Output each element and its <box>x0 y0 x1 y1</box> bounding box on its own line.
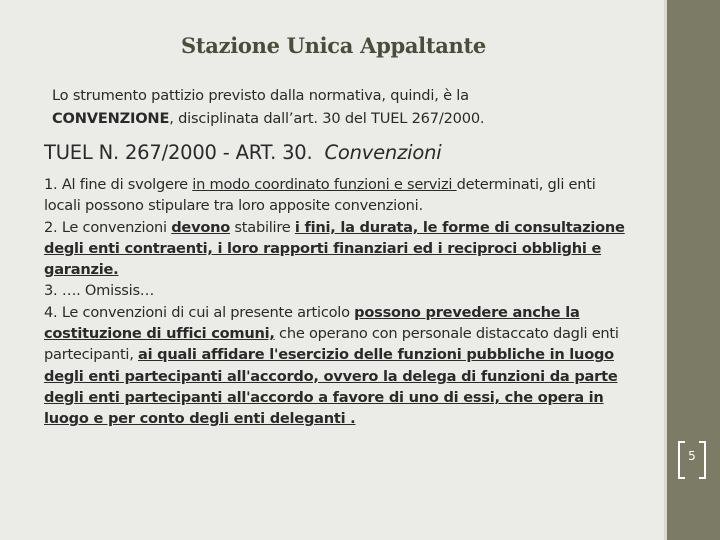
p4-underlined-2: ai quali affidare l'esercizio delle funzioni pubbliche in luogo degli enti partecipanti all'accordo, ovvero la delega di funzioni da parte degli enti partecipanti all'accordo a favore di uno di essi, che opera in luogo e per conto degli enti deleganti . <box>44 346 618 428</box>
paragraph-1 <box>44 174 634 217</box>
article-heading-italic: Convenzioni <box>324 141 442 164</box>
slide-title: Stazione Unica Appaltante <box>181 33 486 58</box>
intro-line1: Lo strumento pattizio previsto dalla normativa, quindi, è la <box>52 87 469 104</box>
p2-underlined-1: devono <box>171 218 231 236</box>
paragraph-2 <box>44 217 634 281</box>
paragraph-4 <box>44 302 634 430</box>
p4-text-b: che operano con personale distaccato dagli enti partecipanti, <box>44 325 619 364</box>
paragraph-3: 3. …. Omissis… <box>44 282 155 300</box>
p4-text-a: 4. Le convenzioni di cui al presente articolo <box>44 303 355 321</box>
p2-text-a: 2. Le convenzioni <box>44 218 172 236</box>
p1-text-a: 1. Al fine di svolgere <box>44 176 193 193</box>
article-heading-main: TUEL N. 267/2000 - ART. 30. <box>44 141 313 164</box>
p1-underlined: in modo coordinato funzioni e servizi <box>192 176 457 193</box>
article-heading <box>44 140 644 166</box>
p2-text-b: stabilire <box>230 218 295 236</box>
page-number: 5 <box>688 449 696 463</box>
intro-bold-term: CONVENZIONE <box>52 110 170 127</box>
intro-line2: , disciplinata dall’art. 30 del TUEL 267/2000. <box>169 110 485 127</box>
article-body <box>44 174 634 430</box>
p4-underlined-1: possono prevedere anche la costituzione di uffici comuni, <box>44 303 580 343</box>
p1-text-b: determinati, gli enti locali possono stipulare tra loro apposite convenzioni. <box>44 176 596 215</box>
intro-text <box>52 84 652 130</box>
p2-underlined-2: i fini, la durata, le forme di consultazione degli enti contraenti, i loro rapporti finanziari ed i reciproci obblighi e garanzie. <box>44 218 625 279</box>
